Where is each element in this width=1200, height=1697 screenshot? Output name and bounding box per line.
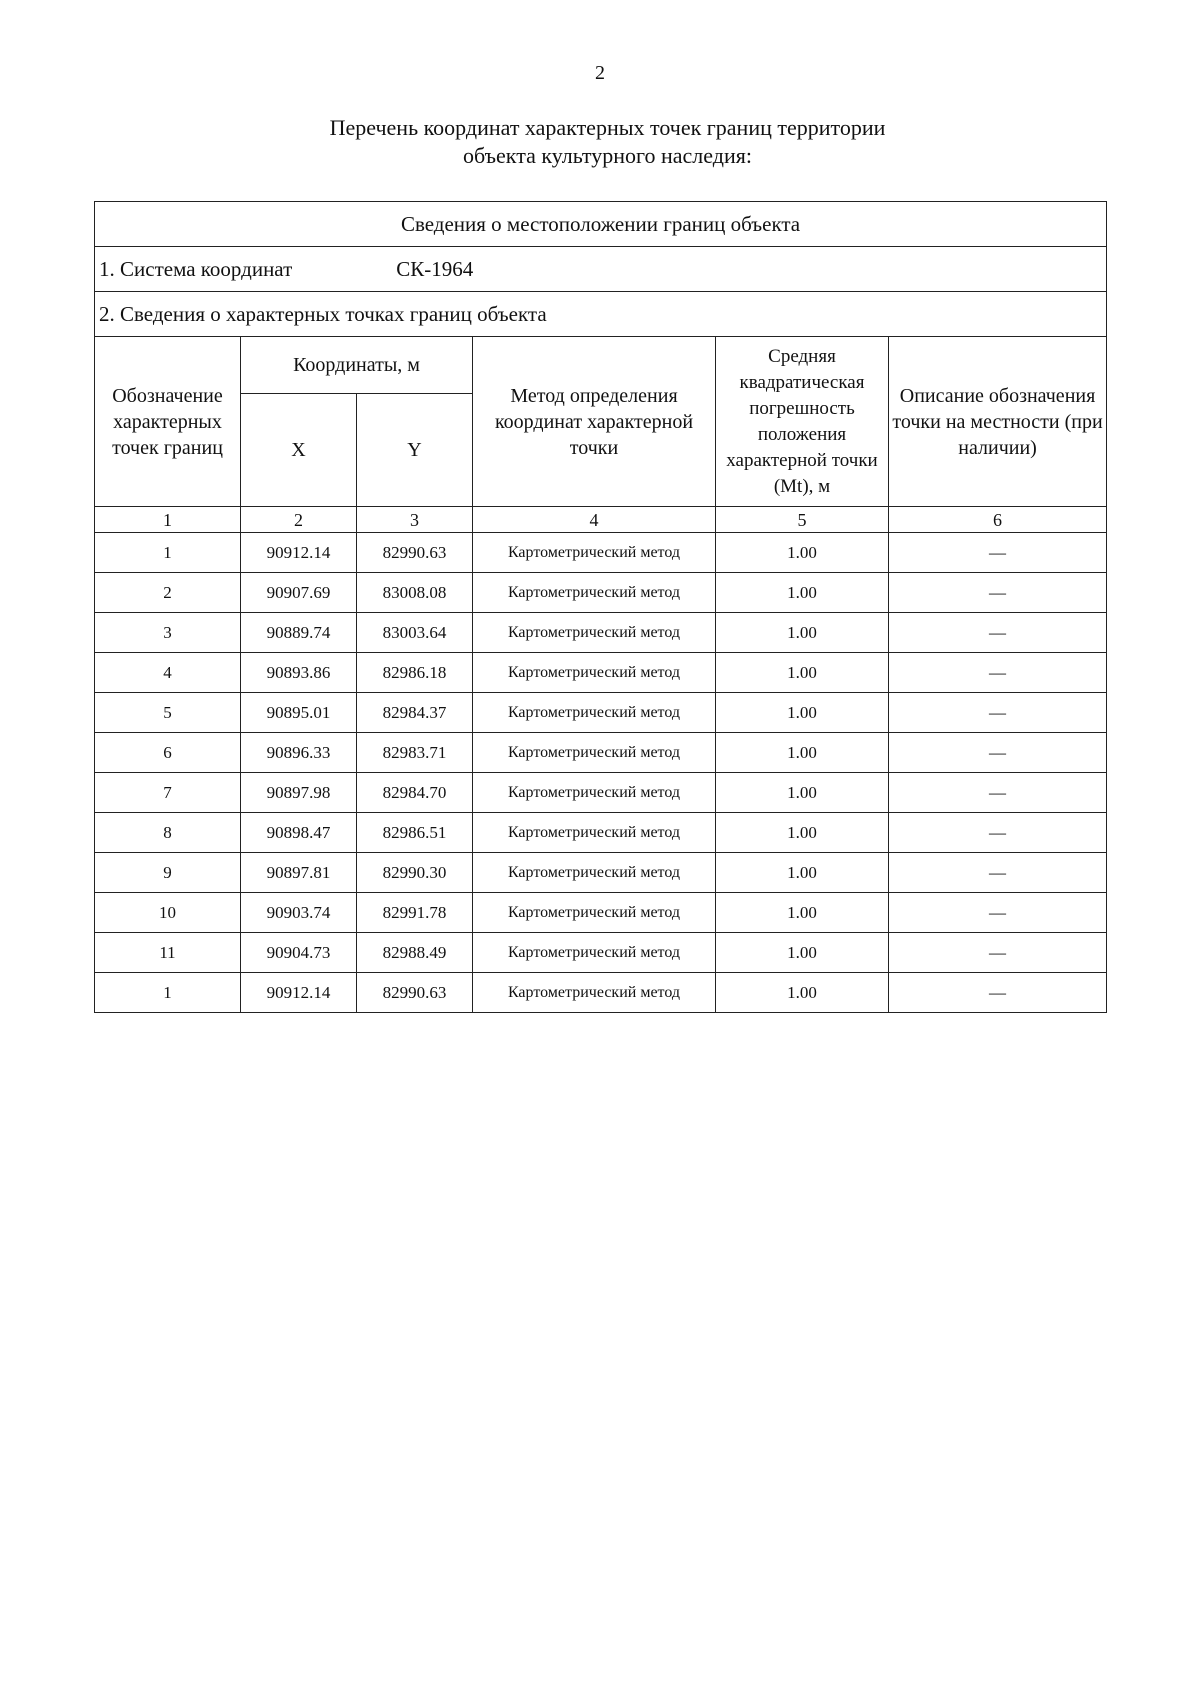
cell-method: Картометрический метод <box>473 533 716 573</box>
document-title-line-1: Перечень координат характерных точек границ территории <box>329 115 886 140</box>
cell-error: 1.00 <box>716 853 889 893</box>
column-number: 3 <box>357 507 473 533</box>
cell-y: 82984.37 <box>357 693 473 733</box>
cell-method: Картометрический метод <box>473 933 716 973</box>
cell-point: 4 <box>95 653 241 693</box>
cell-description: — <box>889 533 1107 573</box>
cell-description: — <box>889 733 1107 773</box>
page-number: 2 <box>595 62 605 84</box>
cell-method: Картометрический метод <box>473 693 716 733</box>
cell-x: 90895.01 <box>241 693 357 733</box>
cell-method: Картометрический метод <box>473 653 716 693</box>
cell-description: — <box>889 893 1107 933</box>
cell-method: Картометрический метод <box>473 773 716 813</box>
coordinate-system-label: 1. Система координат <box>99 256 293 281</box>
cell-error: 1.00 <box>716 653 889 693</box>
cell-error: 1.00 <box>716 693 889 733</box>
column-number: 2 <box>241 507 357 533</box>
column-number: 6 <box>889 507 1107 533</box>
header-coordinates: Координаты, м <box>241 337 473 394</box>
cell-y: 82983.71 <box>357 733 473 773</box>
cell-error: 1.00 <box>716 613 889 653</box>
table-row <box>95 853 1107 893</box>
cell-y: 82991.78 <box>357 893 473 933</box>
cell-y: 83003.64 <box>357 613 473 653</box>
cell-x: 90912.14 <box>241 533 357 573</box>
cell-error: 1.00 <box>716 973 889 1013</box>
cell-y: 82986.18 <box>357 653 473 693</box>
coordinate-system-row <box>95 247 1107 292</box>
cell-x: 90889.74 <box>241 613 357 653</box>
coordinate-system-value: СК-1964 <box>396 256 474 281</box>
cell-point: 2 <box>95 573 241 613</box>
cell-method: Картометрический метод <box>473 613 716 653</box>
table-row <box>95 973 1107 1013</box>
column-number: 1 <box>95 507 241 533</box>
cell-y: 82984.70 <box>357 773 473 813</box>
cell-point: 3 <box>95 613 241 653</box>
cell-description: — <box>889 813 1107 853</box>
cell-description: — <box>889 853 1107 893</box>
table-row <box>95 533 1107 573</box>
cell-point: 5 <box>95 693 241 733</box>
table-row <box>95 733 1107 773</box>
column-number: 5 <box>716 507 889 533</box>
table-body <box>95 533 1107 1013</box>
table-row <box>95 893 1107 933</box>
table-row <box>95 933 1107 973</box>
cell-y: 82988.49 <box>357 933 473 973</box>
cell-method: Картометрический метод <box>473 973 716 1013</box>
cell-x: 90907.69 <box>241 573 357 613</box>
cell-method: Картометрический метод <box>473 893 716 933</box>
cell-point: 1 <box>95 973 241 1013</box>
header-designation: Обозначение характерных точек границ <box>95 337 241 507</box>
cell-description: — <box>889 573 1107 613</box>
cell-y: 82990.30 <box>357 853 473 893</box>
cell-x: 90904.73 <box>241 933 357 973</box>
cell-point: 8 <box>95 813 241 853</box>
cell-x: 90897.81 <box>241 853 357 893</box>
cell-error: 1.00 <box>716 533 889 573</box>
header-y: Y <box>357 394 473 507</box>
table-row <box>95 773 1107 813</box>
table-row <box>95 613 1107 653</box>
section-header: Сведения о местоположении границ объекта <box>95 202 1107 247</box>
cell-x: 90903.74 <box>241 893 357 933</box>
header-x: X <box>241 394 357 507</box>
cell-y: 82990.63 <box>357 973 473 1013</box>
cell-method: Картометрический метод <box>473 853 716 893</box>
cell-description: — <box>889 613 1107 653</box>
coordinates-table <box>94 201 1107 1013</box>
cell-x: 90897.98 <box>241 773 357 813</box>
cell-error: 1.00 <box>716 893 889 933</box>
cell-point: 7 <box>95 773 241 813</box>
cell-y: 82990.63 <box>357 533 473 573</box>
cell-description: — <box>889 773 1107 813</box>
document-title-line-2: объекта культурного наследия: <box>463 143 752 168</box>
cell-y: 83008.08 <box>357 573 473 613</box>
points-section-row <box>95 292 1107 337</box>
cell-method: Картометрический метод <box>473 733 716 773</box>
cell-description: — <box>889 973 1107 1013</box>
cell-error: 1.00 <box>716 813 889 853</box>
cell-method: Картометрический метод <box>473 813 716 853</box>
table-row <box>95 813 1107 853</box>
document-title <box>0 114 1200 170</box>
cell-y: 82986.51 <box>357 813 473 853</box>
column-numbers-row <box>95 507 1107 533</box>
cell-point: 11 <box>95 933 241 973</box>
cell-description: — <box>889 653 1107 693</box>
header-error: Средняя квадратическая погрешность положения характерной точки (Mt), м <box>716 337 889 507</box>
coordinate-system-cell <box>95 247 1107 292</box>
column-header-row-top <box>95 337 1107 394</box>
cell-description: — <box>889 693 1107 733</box>
column-number: 4 <box>473 507 716 533</box>
cell-description: — <box>889 933 1107 973</box>
section-header-row <box>95 202 1107 247</box>
cell-x: 90898.47 <box>241 813 357 853</box>
header-method: Метод определения координат характерной точки <box>473 337 716 507</box>
cell-point: 6 <box>95 733 241 773</box>
cell-point: 9 <box>95 853 241 893</box>
cell-x: 90893.86 <box>241 653 357 693</box>
table-row <box>95 653 1107 693</box>
points-section-label: 2. Сведения о характерных точках границ объекта <box>95 292 1107 337</box>
cell-method: Картометрический метод <box>473 573 716 613</box>
table-row <box>95 693 1107 733</box>
cell-error: 1.00 <box>716 933 889 973</box>
cell-x: 90912.14 <box>241 973 357 1013</box>
cell-point: 10 <box>95 893 241 933</box>
header-description: Описание обозначения точки на местности (при наличии) <box>889 337 1107 507</box>
table-row <box>95 573 1107 613</box>
cell-point: 1 <box>95 533 241 573</box>
cell-error: 1.00 <box>716 773 889 813</box>
cell-error: 1.00 <box>716 733 889 773</box>
cell-x: 90896.33 <box>241 733 357 773</box>
cell-error: 1.00 <box>716 573 889 613</box>
